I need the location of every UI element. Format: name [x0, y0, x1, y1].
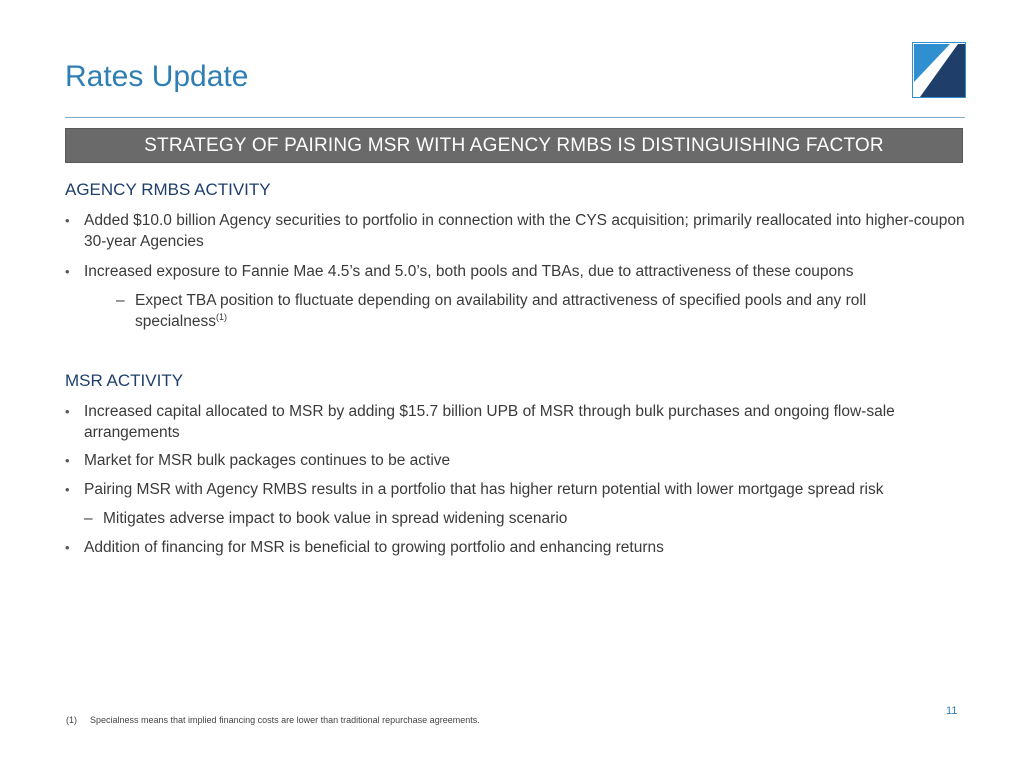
- bullet-marker: •: [65, 482, 70, 497]
- sub-bullet-body: Expect TBA position to fluctuate depending on availability and attractiveness of specified pools and any roll specialness: [135, 292, 867, 330]
- list-item: [65, 479, 965, 500]
- bullet-text: Increased exposure to Fannie Mae 4.5’s and 5.0’s, both pools and TBAs, due to attractiveness of these coupons: [84, 263, 854, 280]
- agency-rmbs-heading: AGENCY RMBS ACTIVITY: [65, 180, 271, 199]
- bullet-text: Added $10.0 billion Agency securities to portfolio in connection with the CYS acquisition; primarily reallocated into higher-coupon 30-year Agencies: [84, 212, 965, 250]
- bullet-text: Market for MSR bulk packages continues to be active: [84, 452, 451, 469]
- bullet-marker: •: [65, 213, 70, 228]
- bullet-marker: •: [65, 453, 70, 468]
- list-item: [65, 450, 965, 471]
- banner-text: STRATEGY OF PAIRING MSR WITH AGENCY RMBS IS DISTINGUISHING FACTOR: [144, 134, 884, 156]
- section-banner: [65, 128, 963, 163]
- footnote-mark: (1): [66, 715, 77, 725]
- bullet-marker: •: [65, 404, 70, 419]
- list-item: [65, 261, 965, 282]
- bullet-marker: •: [65, 264, 70, 279]
- list-item: [65, 537, 965, 558]
- bullet-text: Addition of financing for MSR is beneficial to growing portfolio and enhancing returns: [84, 539, 664, 556]
- bullet-text: Pairing MSR with Agency RMBS results in a portfolio that has higher return potential with lower mortgage spread risk: [84, 481, 884, 498]
- sub-list-item: [116, 290, 946, 332]
- list-item: [65, 401, 965, 443]
- list-item: [65, 210, 965, 252]
- sub-list-item: [84, 508, 944, 529]
- bullet-marker: •: [65, 540, 70, 555]
- dash-marker: –: [116, 292, 125, 309]
- footnote: [66, 715, 480, 725]
- sub-bullet-text: Mitigates adverse impact to book value in spread widening scenario: [103, 510, 568, 527]
- dash-marker: –: [84, 510, 93, 527]
- company-logo-icon: [912, 42, 966, 98]
- footnote-reference: (1): [216, 311, 227, 322]
- slide-title: Rates Update: [65, 60, 249, 93]
- bullet-text: Increased capital allocated to MSR by adding $15.7 billion UPB of MSR through bulk purchases and ongoing flow-sale arrangements: [84, 403, 895, 441]
- title-divider: [65, 117, 965, 118]
- page-number: 11: [946, 705, 958, 717]
- msr-activity-heading: MSR ACTIVITY: [65, 371, 184, 390]
- sub-bullet-text: [135, 290, 946, 332]
- footnote-text: Specialness means that implied financing costs are lower than traditional repurchase agreements.: [90, 715, 480, 725]
